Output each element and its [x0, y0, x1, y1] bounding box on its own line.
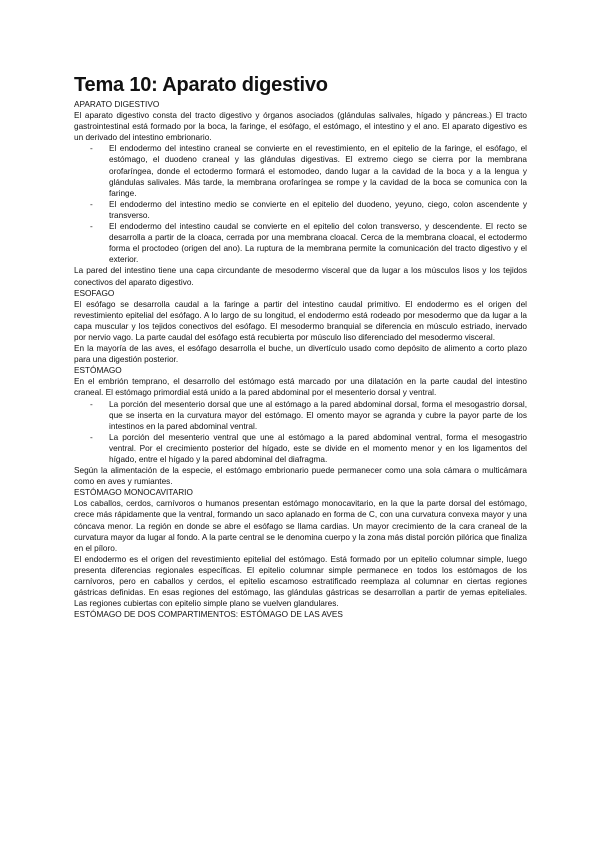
section-heading-aparato: APARATO DIGESTIVO	[74, 100, 160, 109]
section-heading-dos-compartimentos: ESTÓMAGO DE DOS COMPARTIMENTOS: ESTÓMAGO DE LAS AVES	[74, 610, 343, 620]
section-heading-estomago: ESTÓMAGO	[74, 366, 122, 376]
paragraph-esofago-1: El esófago se desarrolla caudal a la faringe a partir del intestino caudal primitivo. El endodermo es el origen del revestimiento epitelial del esófago. A lo largo de su longitud, el endodermo está rodeado por mesodermo que da lugar a la capa muscular y los tejidos conectivos del esófago. El mesodermo branquial se diferencia en músculo estriado, inervado por nervio vago. La parte caudal del esófago está recubierta por músculo liso diferenciado del mesodermo visceral.	[74, 299, 527, 342]
paragraph-aparato-closing: La pared del intestino tiene una capa circundante de mesodermo visceral que da lugar a los músculos lisos y los tejidos conectivos del aparato digestivo.	[74, 266, 527, 287]
paragraph-monocavitario-1: Los caballos, cerdos, carnívoros o humanos presentan estómago monocavitario, en la que la parte dorsal del estómago, crece más rápidamente que la ventral, formando un saco aplanado en forma de C, con una curvatura convexa mayor y una cóncava menor. La región en donde se abre el esófago se llama cardias. Un mayor crecimiento de la cara craneal de la curvatura mayor da lugar al fondo. A la parte central se le denomina cuerpo y la zona más distal porción pilórica que finaliza en el píloro.	[74, 499, 527, 553]
document-title: Tema 10: Aparato digestivo	[74, 74, 328, 96]
bullet-list-mesenterio	[74, 399, 527, 466]
list-item: - El endodermo del intestino medio se convierte en el epitelio del duodeno, yeyuno, ciego, colon ascendente y transverso.	[109, 199, 527, 221]
paragraph-estomago-1: En el embrión temprano, el desarrollo del estómago está marcado por una dilatación en la parte caudal del intestino craneal. El estómago primordial está unido a la pared abdominal por el mesenterio dorsal y ventral.	[74, 377, 527, 398]
bullet-list-intestino	[74, 143, 527, 265]
list-item: - El endodermo del intestino caudal se convierte en el epitelio del colon transverso, y descendente. El recto se desarrolla a partir de la cloaca, cerrada por una membrana cloacal. Cerca de la membrana cloacal, el ectodermo forma el proctodeo (origen del ano). La ruptura de la membrana permite la comunicación del tracto digestivo y el exterior.	[109, 221, 527, 265]
section-heading-monocavitario: ESTÓMAGO MONOCAVITARIO	[74, 488, 193, 498]
list-item: - El endodermo del intestino craneal se convierte en el revestimiento, en el epitelio de la faringe, el esófago, el estómago, el duodeno craneal y las glándulas digestivas. El extremo ciego se cierra por la membrana orofaríngea, donde el ectodermo formará el estomodeo, dando lugar a la cavidad de la boca y a la lengua y glándulas salivales. Más tarde, la membrana orofaríngea se rompe y la cavidad de la boca se comunica con la faringe.	[109, 143, 527, 198]
section-heading-esofago: ESOFAGO	[74, 288, 115, 298]
paragraph-aparato-intro: El aparato digestivo consta del tracto digestivo y órganos asociados (glándulas salivales, hígado y páncreas.) El tracto gastrointestinal está formado por la boca, la faringe, el esófago, el estómago, el intestino y el ano. El aparato digestivo es un derivado del intestino embrionario.	[74, 111, 527, 143]
paragraph-estomago-2: Según la alimentación de la especie, el estómago embrionario puede permanecer como una sola cámara o multicámara como en aves y rumiantes.	[74, 466, 527, 487]
paragraph-monocavitario-2: El endodermo es el origen del revestimiento epitelial del estómago. Está formado por un epitelio columnar simple, luego presenta diferencias regionales específicas. El epitelio columnar simple permanece en todos los estómagos de los carnívoros, pero en caballos y cerdos, el epitelio escamoso estratificado reemplaza al columnar en ciertas regiones gástricas definidas. En esas regiones del estómago, las glándulas gástricas se desarrollan a partir de yemas epiteliales. Las regiones cubiertas con epitelio simple plano se vuelven glandulares.	[74, 554, 527, 609]
list-item: - La porción del mesenterio dorsal que une al estómago a la pared abdominal dorsal, forma el mesogastrio dorsal, que se inserta en la curvatura mayor del estómago. El omento mayor se agranda y cubre la payor parte de los intestinos en la pared abdominal ventral.	[109, 399, 527, 432]
list-item: - La porción del mesenterio ventral que une al estómago a la pared abdominal ventral, forma el mesogastrio ventral. Por el crecimiento posterior del hígado, este se divide en el momento menor y en los ligamentos del hígado, entre el hígado y la pared abdominal del diafragma.	[109, 432, 527, 465]
paragraph-esofago-2: En la mayoría de las aves, el esófago desarrolla el buche, un divertículo usado como depósito de alimento a corto plazo para una digestión posterior.	[74, 344, 527, 365]
